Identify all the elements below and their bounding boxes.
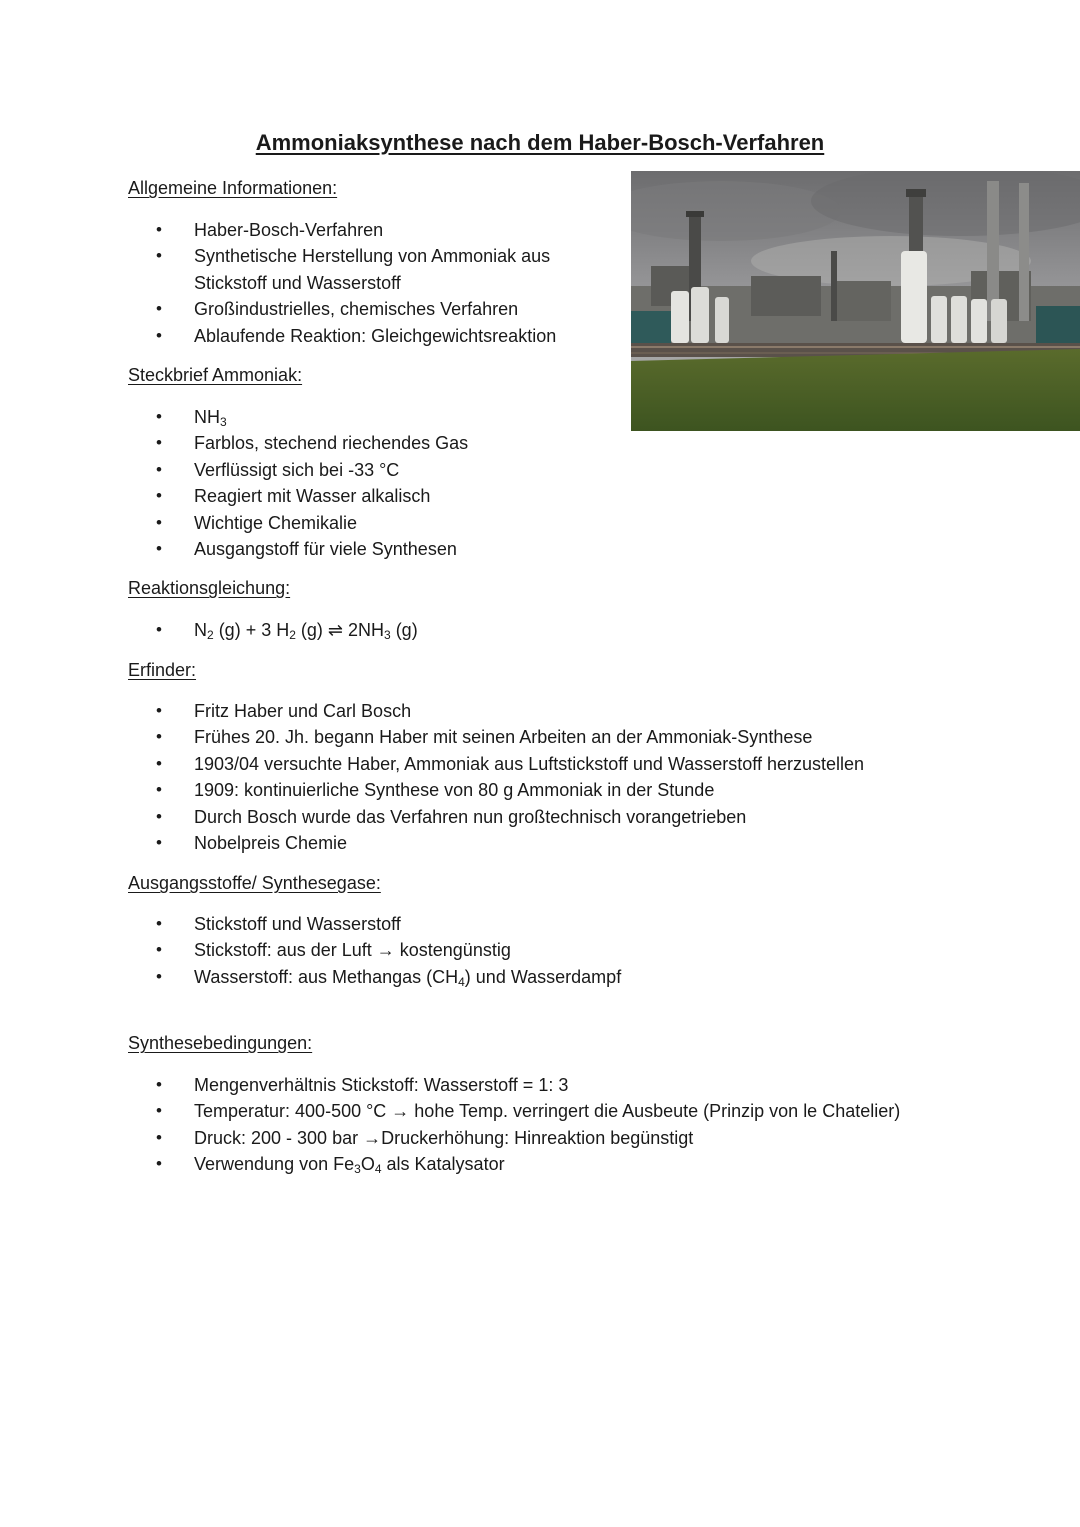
list-item: • Druck: 200 - 300 bar →Druckerhöhung: Hinreaktion begünstigt <box>128 1125 900 1151</box>
list-item: • Reagiert mit Wasser alkalisch <box>128 483 468 509</box>
section-heading-steckbrief: Steckbrief Ammoniak: <box>128 365 303 385</box>
section-heading-reaktion: Reaktionsgleichung: <box>128 578 291 598</box>
plant-photo <box>631 171 1080 431</box>
list-item: • Mengenverhältnis Stickstoff: Wasserstoff = 1: 3 <box>128 1072 900 1098</box>
list-item-text: als Katalysator <box>381 1154 505 1175</box>
section-heading-ausgang: Ausgangsstoffe/ Synthesegase: <box>128 873 381 893</box>
list-item: • Temperatur: 400-500 °C → hohe Temp. verringert die Ausbeute (Prinzip von le Chatelier) <box>128 1098 900 1124</box>
equation-part: (g) + 3 H <box>213 620 290 640</box>
list-reaktion <box>128 617 418 643</box>
formula-subscript: 3 <box>220 415 227 429</box>
list-item: • Großindustrielles, chemisches Verfahren <box>128 296 556 322</box>
list-item: • Stickstoff: aus der Luft → kostengünstig <box>128 937 621 963</box>
formula-text: NH <box>194 407 220 427</box>
list-item <box>128 243 556 296</box>
list-item: • 1903/04 versuchte Haber, Ammoniak aus Luftstickstoff und Wasserstoff herzustellen <box>128 751 864 777</box>
list-item-text: Verwendung von Fe <box>194 1154 355 1175</box>
equation-subscript: 3 <box>384 628 391 642</box>
list-allgemein <box>128 217 556 349</box>
list-item-text: O <box>360 1154 375 1175</box>
plant-photo-illustration <box>631 171 1080 431</box>
reaction-equation <box>128 617 418 643</box>
list-item-line: Stickstoff und Wasserstoff <box>194 272 401 293</box>
list-bedingungen <box>128 1072 900 1178</box>
list-item-formula <box>128 404 468 430</box>
list-ausgang <box>128 911 621 990</box>
list-erfinder <box>128 698 864 856</box>
list-item-line: Synthetische Herstellung von Ammoniak aus <box>194 246 551 267</box>
list-item: • Ablaufende Reaktion: Gleichgewichtsreaktion <box>128 323 556 349</box>
list-item: • Wichtige Chemikalie <box>128 510 468 536</box>
list-item: • Farblos, stechend riechendes Gas <box>128 430 468 456</box>
equation-subscript: 2 <box>289 628 296 642</box>
list-item: • Durch Bosch wurde das Verfahren nun großtechnisch vorangetrieben <box>128 804 864 830</box>
section-heading-erfinder: Erfinder: <box>128 660 197 680</box>
formula-subscript: 4 <box>374 1162 382 1177</box>
formula-subscript: 4 <box>458 974 465 989</box>
section-heading-allgemein: Allgemeine Informationen: <box>128 178 338 198</box>
equation-subscript: 2 <box>207 628 214 642</box>
list-steckbrief <box>128 404 468 562</box>
section-heading-bedingungen: Synthesebedingungen: <box>128 1033 313 1053</box>
list-item: • Fritz Haber und Carl Bosch <box>128 698 864 724</box>
page-title: Ammoniaksynthese nach dem Haber-Bosch-Verfahren <box>255 130 825 155</box>
list-item <box>128 964 621 990</box>
formula-subscript: 3 <box>354 1162 361 1177</box>
list-item: • Frühes 20. Jh. begann Haber mit seinen Arbeiten an der Ammoniak-Synthese <box>128 724 864 750</box>
list-item: • Verflüssigt sich bei -33 °C <box>128 457 468 483</box>
list-item: • Stickstoff und Wasserstoff <box>128 911 621 937</box>
list-item: • Nobelpreis Chemie <box>128 830 864 856</box>
list-item-text: ) und Wasserdampf <box>464 966 622 987</box>
list-item: • Ausgangstoff für viele Synthesen <box>128 536 468 562</box>
equation-part: (g) <box>390 620 418 640</box>
list-item: • 1909: kontinuierliche Synthese von 80 g Ammoniak in der Stunde <box>128 777 864 803</box>
list-item <box>128 1151 900 1177</box>
list-item-text: Wasserstoff: aus Methangas (CH <box>194 966 459 987</box>
equation-part: (g) ⇌ 2NH <box>295 620 384 640</box>
list-item: • Haber-Bosch-Verfahren <box>128 217 556 243</box>
equation-part: N <box>194 620 207 640</box>
